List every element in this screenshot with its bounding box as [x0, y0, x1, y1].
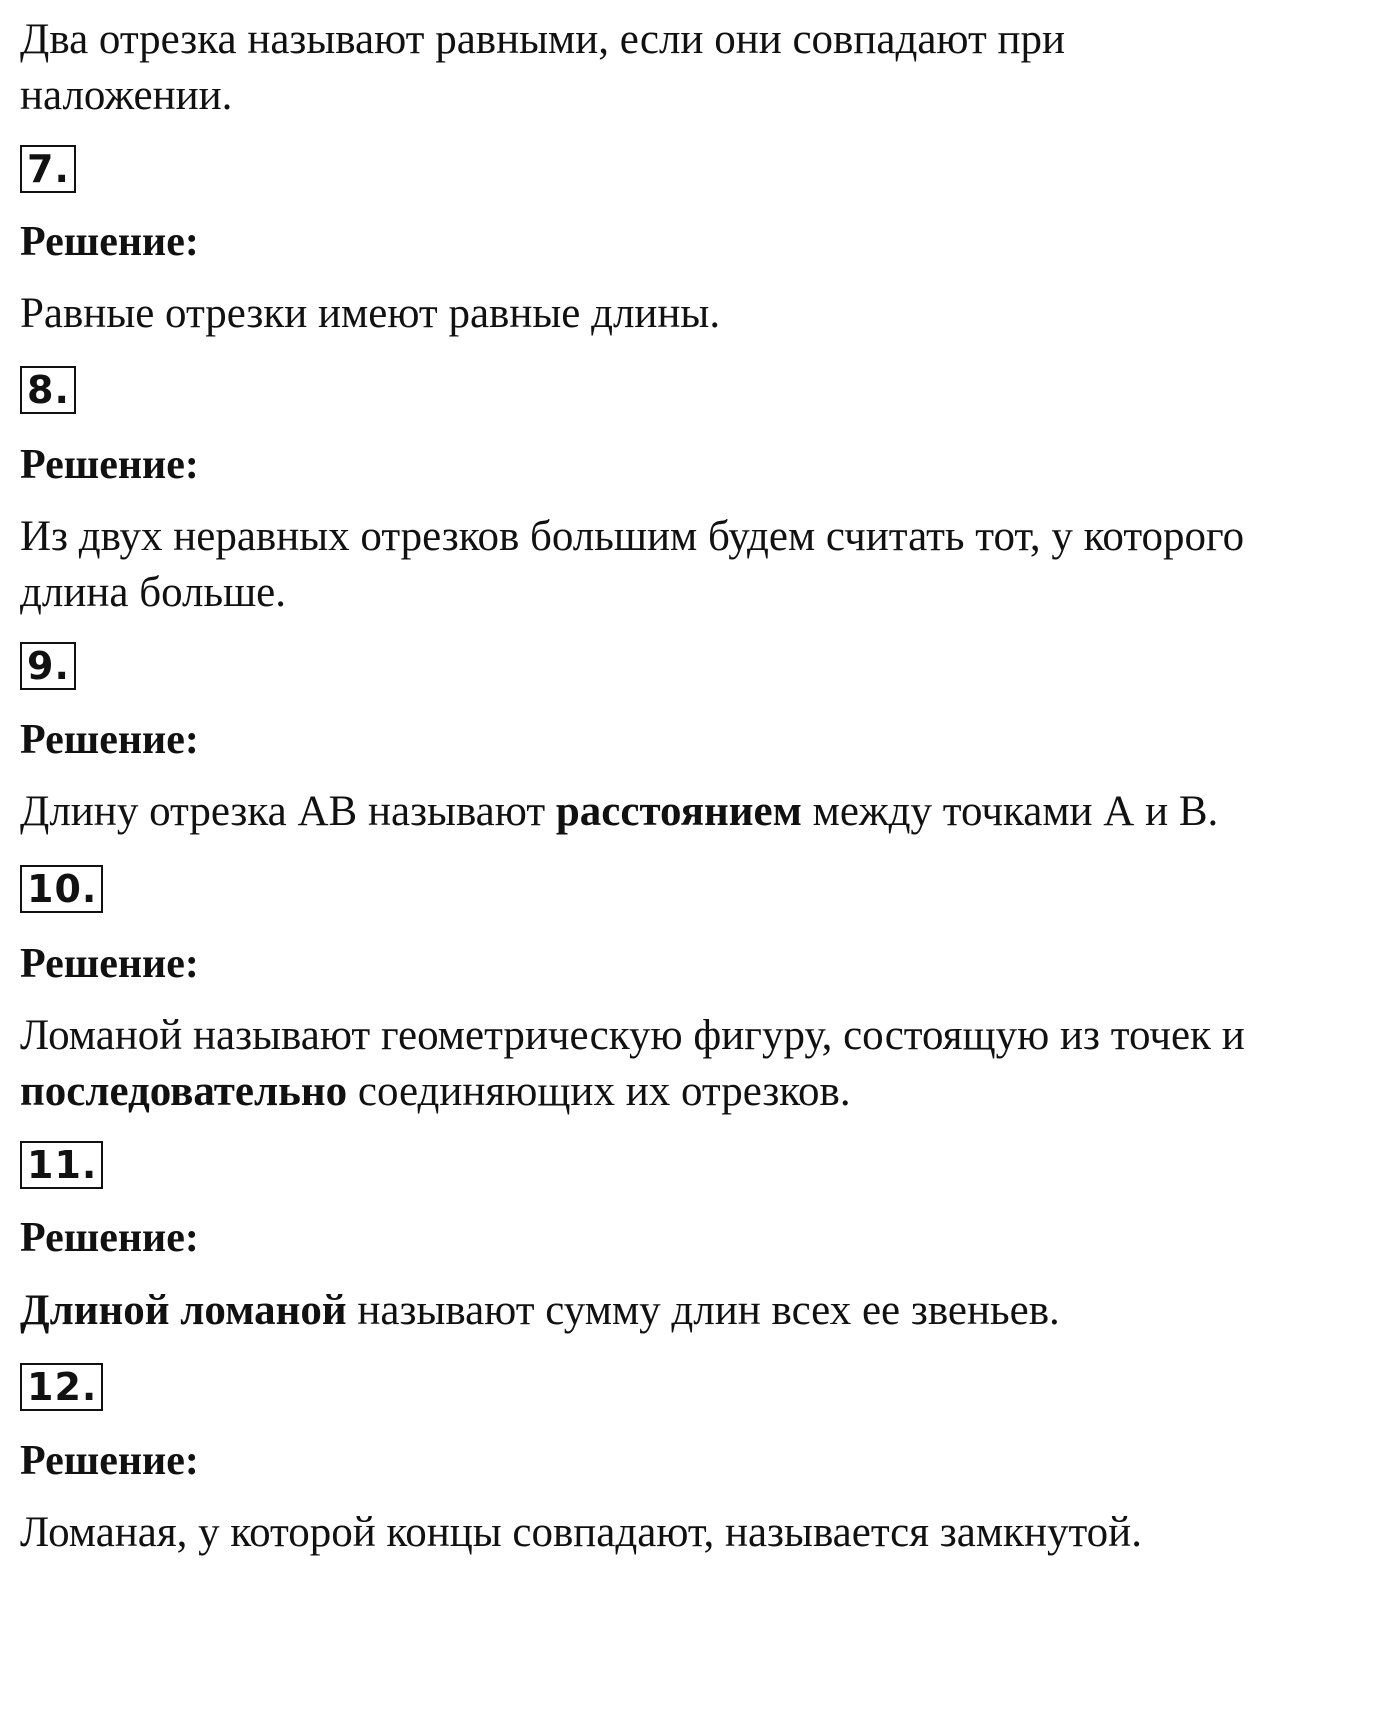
solution-answer: [20, 784, 1380, 840]
answer-text: Ломаная, у которой концы совпадают, называется замкнутой.: [20, 1509, 1142, 1556]
exercise-number: 7.: [20, 145, 76, 193]
exercise-number: 8.: [20, 366, 76, 414]
answer-text-after: называют сумму длин всех ее звеньев.: [346, 1287, 1060, 1334]
solution-answer: [20, 1283, 1380, 1339]
solution-answer: [20, 1008, 1280, 1120]
exercise-number: 9.: [20, 642, 76, 690]
solution-heading: Решение:: [20, 219, 199, 265]
answer-bold-text: расстоянием: [555, 788, 802, 835]
answer-text: Из двух неравных отрезков большим будем считать тот, у которого длина больше.: [20, 513, 1245, 616]
answer-text: Длину отрезка АВ называют: [20, 788, 556, 835]
exercise-number-box: [20, 145, 76, 193]
solution-answer: [20, 509, 1290, 621]
exercise-number-box: [20, 1141, 103, 1189]
exercise-number-box: [20, 642, 76, 690]
solution-heading: Решение:: [20, 717, 199, 763]
answer-bold-text: последовательно: [20, 1068, 348, 1115]
solution-heading: Решение:: [20, 442, 199, 488]
solution-heading: Решение:: [20, 1438, 199, 1484]
solution-heading: Решение:: [20, 1215, 199, 1261]
exercise-number: 11.: [20, 1141, 103, 1189]
exercise-number-box: [20, 366, 76, 414]
solution-answer: [20, 286, 1380, 342]
answer-text: Равные отрезки имеют равные длины.: [20, 290, 721, 337]
answer-text-after: между точками А и В.: [801, 788, 1219, 835]
intro-paragraph: Два отрезка называют равными, если они совпадают при наложении.: [20, 16, 1066, 119]
exercise-number: 10.: [20, 865, 103, 913]
answer-text-after: соединяющих их отрезков.: [347, 1068, 851, 1115]
exercise-number-box: [20, 865, 103, 913]
solution-heading: Решение:: [20, 941, 199, 987]
exercise-number-box: [20, 1363, 103, 1411]
answer-bold-text: Длиной ломаной: [20, 1287, 347, 1334]
exercise-number: 12.: [20, 1363, 103, 1411]
solution-answer: [20, 1505, 1380, 1561]
answer-text: Ломаной называют геометрическую фигуру, состоящую из точек и: [20, 1012, 1245, 1059]
